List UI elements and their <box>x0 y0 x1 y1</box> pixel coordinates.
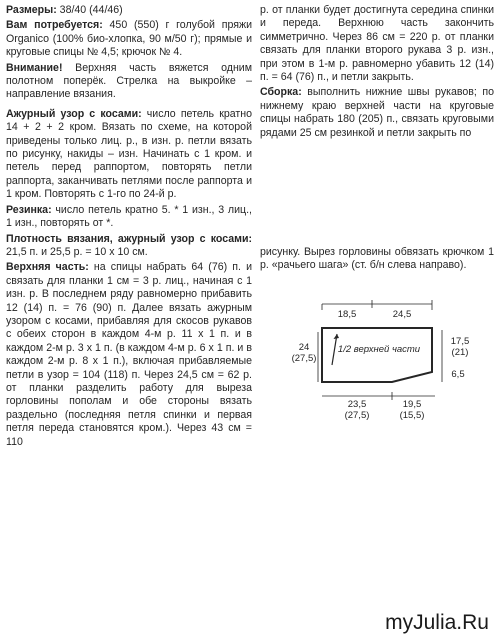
assembly-text: выполнить нижние швы рукавов; по нижнему краю верхней части на круговые спицы набрать 180 (205) п., связать круговыми рядами 25 см резинкой и петли закрыть по <box>260 86 494 139</box>
dim-left-1: 24 <box>298 342 310 353</box>
neckline-paragraph: рисунку. Вырез горловины обвязать крючком 1 р. «рачьего шага» (ст. б/н слева направо). <box>260 246 494 272</box>
materials-text: 450 (550) г голубой пряжи Organico (100% био-хлопка, 90 м/50 г); прямые и круговые спицы № 4,5; крючок № 4. <box>6 19 252 59</box>
dim-bottom-1b: (27,5) <box>344 410 370 421</box>
text-column-right-lower <box>260 246 494 275</box>
dim-right-2: (21) <box>451 347 469 358</box>
rib-paragraph <box>6 204 252 231</box>
schematic-diagram <box>291 290 482 421</box>
arrow-icon <box>334 334 340 339</box>
assembly-paragraph <box>260 86 494 140</box>
pattern-text: число петель кратно 14 + 2 + 2 кром. Вязать по схеме, на которой приведены только лиц. р., в изн. р. петли вязать по рисунку, накиды – изн. Начинать с 1 кром. и петель перед раппортом, повторять петли раппорта, заканчивать петлями после раппорта и 1 кром. Повторять с 1-го по 24-й р. <box>6 107 252 201</box>
dim-top-left: 18,5 <box>337 309 357 320</box>
sizes-paragraph <box>6 4 252 17</box>
dim-left-2: (27,5) <box>291 353 317 364</box>
diagram-label: 1/2 верхней части <box>337 344 421 355</box>
dim-right-1: 17,5 <box>450 336 470 347</box>
upper-part-heading: Верхняя часть: <box>6 261 89 274</box>
continuation-paragraph: р. от планки будет достигнута середина спинки и переда. Верхнюю часть закончить симметрично. Через 86 см = 220 р. от планки связать для планки второго рукава 3 р. изн., при этом в 1-м р. равномерно убавить 12 (14) п. = 64 (76) п., и петли закрыть. <box>260 4 494 84</box>
dim-top-right: 24,5 <box>392 309 412 320</box>
dim-bottom-2a: 19,5 <box>402 399 422 410</box>
assembly-heading: Сборка: <box>260 86 302 99</box>
sizes-heading: Размеры: <box>6 4 57 16</box>
rib-heading: Резинка: <box>6 203 52 216</box>
upper-part-paragraph <box>6 261 252 449</box>
materials-heading: Вам потребуется: <box>6 19 103 32</box>
gauge-heading: Плотность вязания, ажурный узор с косами: <box>6 232 252 245</box>
watermark-logo: myJulia.Ru <box>385 611 489 634</box>
text-column-left <box>6 4 252 451</box>
garment-outline <box>322 328 432 382</box>
rib-text: число петель кратно 5. * 1 изн., 3 лиц., 1 изн., повторять от *. <box>6 203 252 230</box>
materials-paragraph <box>6 19 252 59</box>
gauge-paragraph <box>6 233 252 260</box>
attention-paragraph <box>6 62 252 102</box>
dim-right-3: 6,5 <box>451 369 465 380</box>
dim-bottom-1a: 23,5 <box>347 399 367 410</box>
sizes-text: 38/40 (44/46) <box>56 4 123 16</box>
attention-heading: Внимание! <box>6 61 63 74</box>
gauge-text: 21,5 п. и 25,5 р. = 10 х 10 см. <box>6 245 148 258</box>
text-column-right <box>260 4 494 142</box>
attention-text: Верхняя часть вяжется одним полотном поперёк. Стрелка на выкройке – направление вязания. <box>6 61 252 101</box>
upper-part-text: на спицы набрать 64 (76) п. и связать для планки 1 см = 3 р. лиц., начиная с 1 изн. р. В последнем ряду равномерно прибавить 12 (14) п. = 76 (90) п. Далее вязать ажурным узором с косами, прибавляя для скосов рукавов с обеих сторон в каждом 4-м р. 11 х 1 п. и в каждом 2-м р. 3 х 1 п. (в каждом 4-м р. 6 х 1 п. и в каждом 2-м р. 8 х 1 п.), включая прибавляемые петли в узор = 104 (118) п. Через 24,5 см = 62 р. от планки разделить работу для выреза горловины пополам и обе стороны вязать раздельно (последняя петля спинки и первая петля переда становятся кром.). Через 43 см = 110 <box>6 261 252 448</box>
dim-bottom-2b: (15,5) <box>399 410 425 421</box>
pattern-paragraph <box>6 108 252 202</box>
pattern-heading: Ажурный узор с косами: <box>6 107 142 120</box>
